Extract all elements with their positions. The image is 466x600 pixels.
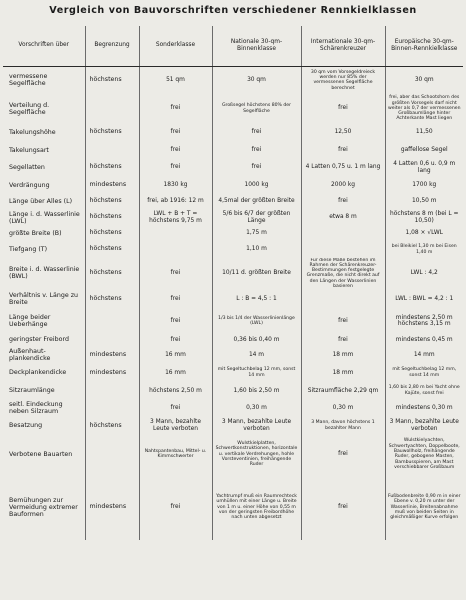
europaeische-cell: 3 Mann, bezahlte Leute verboten (385, 417, 463, 434)
table-row (3, 474, 463, 540)
limit-cell: höchstens (85, 124, 139, 142)
table-row (3, 94, 463, 124)
feature-cell: Länge über Alles (L) (9, 198, 73, 205)
feature-cell: Besatzung (9, 422, 43, 430)
feature-cell: Segellatten (9, 164, 45, 171)
table-row (3, 399, 463, 417)
sonderklasse-cell: frei (139, 124, 212, 142)
schaerenkreuzer-cell: Sitzraumfläche 2,29 qm (301, 382, 385, 399)
sonderklasse-cell: frei (139, 309, 212, 333)
sonderklasse-cell: Nahtspantenbau, Mittel- u. Kimmschwerter (139, 434, 212, 474)
schaerenkreuzer-cell: frei (301, 142, 385, 159)
europaeische-cell: mindestens 0,30 m (385, 399, 463, 417)
sonderklasse-cell: frei (139, 159, 212, 177)
schaerenkreuzer-cell: frei (301, 434, 385, 474)
limit-cell (85, 94, 139, 124)
feature-cell: Verteilung d. Segelfläche (9, 101, 50, 116)
feature-cell: Länge beider Ueberhänge (9, 314, 51, 329)
nationale-cell: 30 qm (212, 67, 301, 94)
nationale-cell: mit Segeltuchbelag 12 mm, sonst 14 mm (212, 363, 301, 382)
limit-cell (85, 142, 139, 159)
nationale-cell: frei (212, 124, 301, 142)
table-row (3, 333, 463, 346)
europaeische-cell: 1,60 bis 2,80 m bei Yacht ohne Kajüte, sonst frei (385, 382, 463, 399)
table-row (3, 242, 463, 258)
limit-cell: mindestens (85, 346, 139, 363)
feature-cell: Breite i. d. Wasserlinie (BWL) (9, 266, 80, 281)
nationale-cell: 4,5mal der größten Breite (212, 194, 301, 210)
feature-cell: Takelungshöhe (9, 129, 56, 136)
table-row (3, 363, 463, 382)
nationale-cell: 1/3 bis 1/4 der Wasserlinienlänge (LWL) (212, 309, 301, 333)
sonderklasse-cell: höchstens 2,50 m (139, 382, 212, 399)
limit-cell: höchstens (85, 210, 139, 226)
limit-cell: höchstens (85, 159, 139, 177)
europaeische-cell: LWL : BWL = 4,2 : 1 (385, 289, 463, 309)
nationale-cell: 0,30 m (212, 399, 301, 417)
table-row (3, 159, 463, 177)
feature-cell: Verbotene Bauarten (9, 450, 73, 458)
schaerenkreuzer-cell (301, 226, 385, 242)
schaerenkreuzer-cell: 18 mm (301, 363, 385, 382)
nationale-cell: frei (212, 159, 301, 177)
sonderklasse-cell: 16 mm (139, 363, 212, 382)
header-europaeische: Europäische 30-qm-Binnen-Rennkielklasse (385, 26, 463, 67)
limit-cell: mindestens (85, 363, 139, 382)
header-nationale: Nationale 30-qm-Binnenklasse (212, 26, 301, 67)
feature-cell: Deckplankendicke (9, 369, 67, 377)
nationale-cell: Großsegel höchstens 80% der Segelfläche (212, 94, 301, 124)
limit-cell: höchstens (85, 417, 139, 434)
schaerenkreuzer-cell: 12,50 (301, 124, 385, 142)
limit-cell (85, 309, 139, 333)
europaeische-cell: frei, aber das Schootshorn des größten Vorsegels darf nicht weiter als 0,7 der vermessenen Großbaumlänge hinter Achterkante Mast liegen (385, 94, 463, 124)
feature-cell: Verhältnis v. Länge zu Breite (9, 292, 79, 307)
sonderklasse-cell: frei (139, 399, 212, 417)
nationale-cell: frei (212, 142, 301, 159)
sonderklasse-cell: 51 qm (139, 67, 212, 94)
europaeische-cell: mit Segeltuchbelag 12 mm, sonst 14 mm (385, 363, 463, 382)
nationale-cell: 1,10 m (212, 242, 301, 258)
sonderklasse-cell: frei, ab 1916: 12 m (139, 194, 212, 210)
sonderklasse-cell: frei (139, 94, 212, 124)
sonderklasse-cell: LWL + B + T = höchstens 9,75 m (139, 210, 212, 226)
feature-cell: geringster Freibord (9, 336, 69, 344)
table-row (3, 210, 463, 226)
europaeische-cell: 11,50 (385, 124, 463, 142)
europaeische-cell: 4 Latten 0,6 u. 0,9 m lang (385, 159, 463, 177)
schaerenkreuzer-cell: etwa 8 m (301, 210, 385, 226)
nationale-cell: 0,36 bis 0,40 m (212, 333, 301, 346)
sonderklasse-cell: 1830 kg (139, 177, 212, 194)
limit-cell (85, 399, 139, 417)
table-row (3, 124, 463, 142)
europaeische-cell: Wulstkielyachten, Schwertyachten, Doppelboote, Bauwollholz, freihängende Ruder, gebogene Masten, Bambusspieren, am Mast verschiebbarer Großbaum (385, 434, 463, 474)
nationale-cell: 1,60 bis 2,50 m (212, 382, 301, 399)
limit-cell: mindestens (85, 177, 139, 194)
schaerenkreuzer-cell: frei (301, 94, 385, 124)
schaerenkreuzer-cell (301, 289, 385, 309)
comparison-table (3, 26, 463, 540)
europaeische-cell: mindestens 0,45 m (385, 333, 463, 346)
sonderklasse-cell: frei (139, 142, 212, 159)
feature-cell: Sitzraumlänge (9, 387, 55, 395)
header-vorschriften: Vorschriften über (3, 26, 85, 67)
header-begrenzung: Begrenzung (85, 26, 139, 67)
schaerenkreuzer-cell: 0,30 m (301, 399, 385, 417)
europaeische-cell: 30 qm (385, 67, 463, 94)
europaeische-cell: 10,50 m (385, 194, 463, 210)
limit-cell: höchstens (85, 226, 139, 242)
schaerenkreuzer-cell: Für diese Maße bestehen im Rahmen der Schärenkreuzer-Bestimmungen festgelegte Grenzmaße, die nicht direkt auf den Längen der Wasserlinien basieren (301, 258, 385, 290)
feature-cell: Takelungsart (9, 146, 49, 154)
table-row (3, 226, 463, 242)
nationale-cell: 3 Mann, bezahlte Leute verboten (212, 417, 301, 434)
nationale-cell: Wulstkielplatten, Schwertkonstruktionen, horizontale u. vertikale Verdrehungen, hohle Vorsteventinien, freihängende Ruder (212, 434, 301, 474)
nationale-cell: 1,75 m (212, 226, 301, 242)
europaeische-cell: bei Bleikiel 1,30 m bei Eisen 1,40 m (385, 242, 463, 258)
sonderklasse-cell: frei (139, 474, 212, 540)
header-sonderklasse: Sonderklasse (139, 26, 212, 67)
header-schaerenkreuzer: Internationale 30-qm-Schärenkreuzer (301, 26, 385, 67)
schaerenkreuzer-cell: frei (301, 194, 385, 210)
feature-cell: seitl. Eindeckung neben Silzraum (9, 401, 63, 416)
nationale-cell: L : B = 4,5 : 1 (212, 289, 301, 309)
sonderklasse-cell: 3 Mann, bezahlte Leute verboten (139, 417, 212, 434)
europaeische-cell: gaffellose Segel (385, 142, 463, 159)
sonderklasse-cell: frei (139, 289, 212, 309)
schaerenkreuzer-cell: frei (301, 309, 385, 333)
limit-cell: höchstens (85, 67, 139, 94)
sonderklasse-cell: 16 mm (139, 346, 212, 363)
table-row (3, 67, 463, 94)
table-row (3, 309, 463, 333)
limit-cell (85, 434, 139, 474)
table-row (3, 289, 463, 309)
nationale-cell: Yachtrumpf muß ein Raumrechteck umhüllen mit einer Länge u. Breite von 1 m u. einer Höhe von 0,55 m von der geringsten Freibordhöhe nach unten abgesetzt (212, 474, 301, 540)
table-row (3, 142, 463, 159)
table-row (3, 177, 463, 194)
feature-cell: Länge i. d. Wasserlinie (LWL) (9, 210, 80, 225)
limit-cell: mindestens (85, 474, 139, 540)
schaerenkreuzer-cell: frei (301, 474, 385, 540)
feature-cell: Bemühungen zur Vermeidung extremer Bauformen (9, 496, 78, 518)
europaeische-cell: 14 mm (385, 346, 463, 363)
europaeische-cell: mindestens 2,50 m höchstens 3,15 m (385, 309, 463, 333)
table-header-row (3, 26, 463, 67)
table-row (3, 382, 463, 399)
feature-cell: Verdrängung (9, 181, 50, 189)
limit-cell: höchstens (85, 258, 139, 290)
europaeische-cell: Fußbodenbreite 0,90 m in einer Ebene v. 0,20 m unter der Wasserlinie, Breitenabnahme muß von beiden Seiten in gleichmäßiger Kurve erfolgen (385, 474, 463, 540)
schaerenkreuzer-cell: 4 Latten 0,75 u. 1 m lang (301, 159, 385, 177)
europaeische-cell: 1700 kg (385, 177, 463, 194)
schaerenkreuzer-cell: frei (301, 333, 385, 346)
nationale-cell: 1000 kg (212, 177, 301, 194)
feature-cell: Tiefgang (T) (9, 246, 48, 253)
europaeische-cell: höchstens 8 m (bei L = 10,50) (385, 210, 463, 226)
table-row (3, 346, 463, 363)
table-row (3, 258, 463, 290)
sonderklasse-cell (139, 242, 212, 258)
schaerenkreuzer-cell: 3 Mann, davon höchstens 1 bezahlter Mann (301, 417, 385, 434)
nationale-cell: 14 m (212, 346, 301, 363)
limit-cell (85, 333, 139, 346)
schaerenkreuzer-cell: 2000 kg (301, 177, 385, 194)
table-row (3, 194, 463, 210)
europaeische-cell: 1,08 × √LWL (385, 226, 463, 242)
sonderklasse-cell: frei (139, 333, 212, 346)
europaeische-cell: LWL : 4,2 (385, 258, 463, 290)
schaerenkreuzer-cell: 18 mm (301, 346, 385, 363)
feature-cell: vermessene Segelfläche (9, 73, 48, 88)
feature-cell: Außenhautplankendicke (9, 347, 51, 362)
sonderklasse-cell: frei (139, 258, 212, 290)
nationale-cell: 5/6 bis 6/7 der größten Länge (212, 210, 301, 226)
limit-cell: höchstens (85, 289, 139, 309)
schaerenkreuzer-cell: 30 qm vom Vorsegeldreieck werden nur 85% der vermessenen Segelfläche berechnet (301, 67, 385, 94)
limit-cell (85, 382, 139, 399)
nationale-cell: 10/11 d. größten Breite (212, 258, 301, 290)
feature-cell: größte Breite (B) (9, 230, 62, 237)
limit-cell: höchstens (85, 194, 139, 210)
table-row (3, 434, 463, 474)
table-row (3, 417, 463, 434)
page-title: Vergleich von Bauvorschriften verschiedener Rennkielklassen (49, 5, 417, 16)
schaerenkreuzer-cell (301, 242, 385, 258)
sonderklasse-cell (139, 226, 212, 242)
limit-cell: höchstens (85, 242, 139, 258)
